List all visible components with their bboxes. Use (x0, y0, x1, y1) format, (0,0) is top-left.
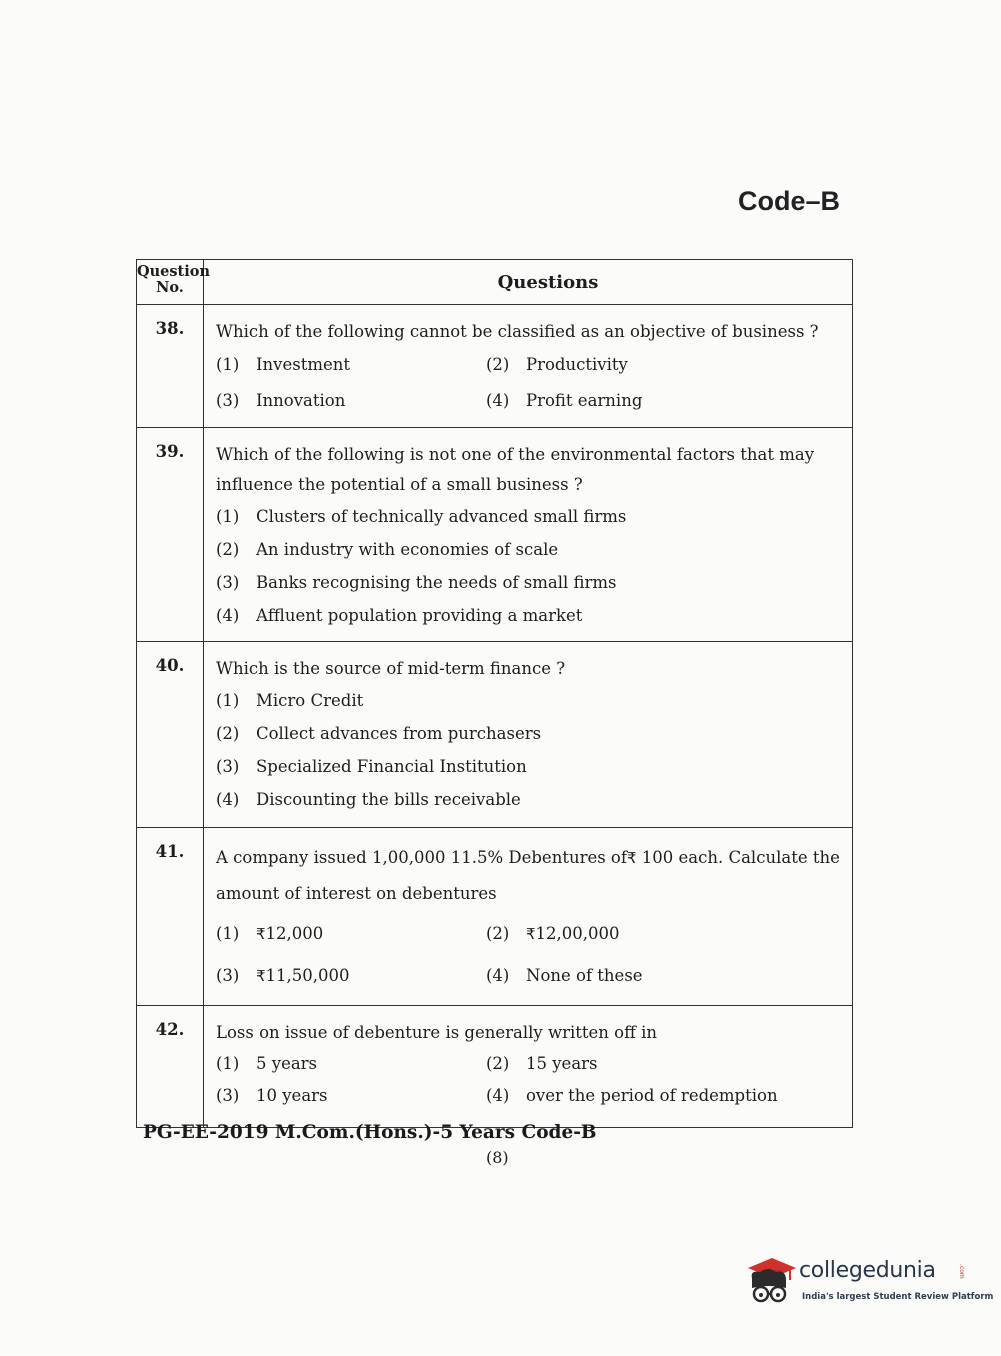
question-row-38 (137, 305, 853, 428)
question-body (204, 828, 853, 1006)
logo-wordmark: collegedunia (799, 1258, 936, 1283)
question-body (204, 305, 853, 428)
paper-code: Code–B (738, 186, 841, 216)
option-3: (3) ₹11,50,000 (216, 966, 350, 985)
logo-com-suffix: .com (958, 1264, 965, 1279)
option-2: (2) 15 years (486, 1054, 598, 1073)
question-row-42 (137, 1006, 853, 1128)
collegedunia-logo[interactable] (742, 1250, 994, 1314)
rupee-icon: ₹ (526, 925, 536, 943)
option-1: (1) Clusters of technically advanced small firms (216, 507, 627, 526)
question-row-39 (137, 428, 853, 642)
option-2: (2) Productivity (486, 355, 628, 374)
question-number: 39. (137, 428, 204, 642)
option-4: (4) over the period of redemption (486, 1086, 778, 1105)
mascot-icon (742, 1254, 798, 1310)
option-3: (3) 10 years (216, 1086, 328, 1105)
question-body (204, 642, 853, 828)
footer-paper-title: PG-EE-2019 M.Com.(Hons.)-5 Years Code-B (143, 1122, 597, 1143)
questions-table (136, 259, 853, 1128)
column-header-line-1: Question (137, 263, 210, 280)
option-3: (3) Banks recognising the needs of small firms (216, 573, 617, 592)
question-number: 42. (137, 1006, 204, 1128)
logo-tagline: India's largest Student Review Platform (802, 1292, 994, 1302)
question-body (204, 428, 853, 642)
rupee-icon: ₹ (256, 967, 266, 985)
option-1: (1) Investment (216, 355, 350, 374)
option-4: (4) Profit earning (486, 391, 643, 410)
question-text: Which of the following cannot be classified as an objective of business ? (216, 322, 819, 341)
option-2: (2) An industry with economies of scale (216, 540, 559, 559)
option-2: (2) ₹12,00,000 (486, 924, 620, 943)
option-4: (4) Discounting the bills receivable (216, 790, 521, 809)
question-number: 38. (137, 305, 204, 428)
question-row-40 (137, 642, 853, 828)
option-4: (4) None of these (486, 966, 643, 985)
question-body (204, 1006, 853, 1128)
question-text: A company issued 1,00,000 11.5% Debentures of₹ 100 each. Calculate the amount of interest on debentures (216, 848, 840, 903)
question-text: Which of the following is not one of the environmental factors that may influence the potential of a small business ? (216, 445, 815, 494)
option-2: (2) Collect advances from purchasers (216, 724, 542, 743)
option-4: (4) Affluent population providing a market (216, 606, 583, 625)
question-text: Which is the source of mid-term finance ? (216, 659, 566, 678)
column-header-question-no (137, 260, 210, 305)
option-3: (3) Innovation (216, 391, 346, 410)
rupee-icon: ₹ (626, 849, 637, 867)
option-1: (1) 5 years (216, 1054, 318, 1073)
question-number: 41. (137, 828, 204, 1006)
option-1: (1) ₹12,000 (216, 924, 324, 943)
table-header-row (137, 260, 853, 305)
question-number: 40. (137, 642, 204, 828)
option-3: (3) Specialized Financial Institution (216, 757, 527, 776)
question-row-41 (137, 828, 853, 1006)
column-header-questions: Questions (204, 260, 853, 305)
option-1: (1) Micro Credit (216, 691, 364, 710)
question-text: Loss on issue of debenture is generally written off in (216, 1023, 657, 1042)
column-header-line-2: No. (156, 279, 184, 296)
rupee-icon: ₹ (256, 925, 266, 943)
page-number: (8) (486, 1148, 509, 1167)
